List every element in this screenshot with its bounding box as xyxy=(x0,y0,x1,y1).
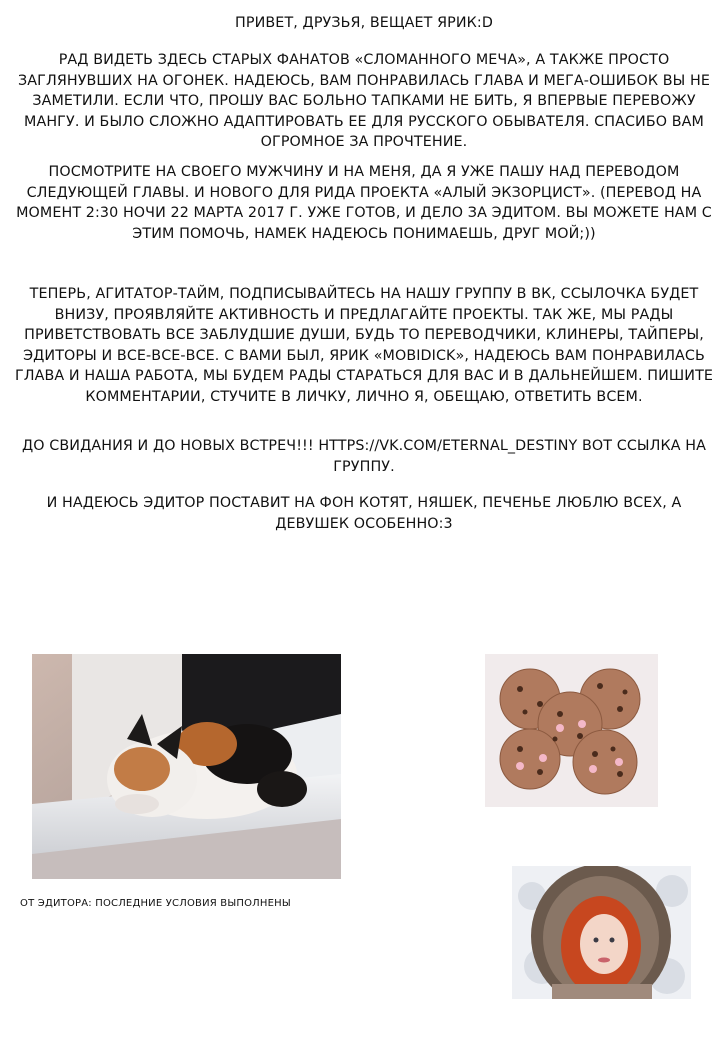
girl-illustration xyxy=(512,866,691,999)
greeting-text: ПРИВЕТ, ДРУЗЬЯ, ВЕЩАЕТ ЯРИК:D xyxy=(235,15,493,31)
cat-illustration xyxy=(32,654,341,879)
editor-caption: ОТ ЭДИТОРА: ПОСЛЕДНИЕ УСЛОВИЯ ВЫПОЛНЕНЫ xyxy=(20,898,291,909)
cat-photo xyxy=(32,654,341,879)
group-invite-paragraph: ТЕПЕРЬ, АГИТАТОР-ТАЙМ, ПОДПИСЫВАЙТЕСЬ НА НАШУ ГРУППУ В ВК, ССЫЛОЧКА БУДЕТ ВНИЗУ, ПРОЯВЛЯЙТЕ АКТИВНОСТЬ И ПРЕДЛАГАЙТЕ ПРОЕКТЫ. ТАК ЖЕ, МЫ РАДЫ ПРИВЕТСТВОВАТЬ ВСЕ ЗАБЛУДШИЕ ДУШИ, БУДЬ ТО ПЕРЕВОДЧИКИ, КЛИНЕРЫ, ТАЙПЕРЫ, ЭДИТОРЫ И ВСЕ-ВСЕ-ВСЕ. С ВАМИ БЫЛ, ЯРИК «MOBIDICK», НАДЕЮСЬ ВАМ ПОНРАВИЛАСЬ ГЛАВА И НАША РАБОТА, МЫ БУДЕМ РАДЫ СТАРАТЬСЯ ДЛЯ ВАС И В ДАЛЬНЕЙШЕМ. ПИШИТЕ КОММЕНТАРИИ, СТУЧИТЕ В ЛИЧКУ, ЛИЧНО Я, ОБЕЩАЮ, ОТВЕТИТЬ ВСЕМ. xyxy=(14,286,714,405)
cookie-illustration xyxy=(485,654,658,807)
goodbye-paragraph: ДО СВИДАНИЯ И ДО НОВЫХ ВСТРЕЧ!!! HTTPS://VK.COM/ETERNAL_DESTINY ВОТ ССЫЛКА НА ГРУППУ. xyxy=(22,438,706,475)
girl-photo xyxy=(512,866,691,999)
cookie-plush-photo xyxy=(485,654,658,807)
intro-paragraph: РАД ВИДЕТЬ ЗДЕСЬ СТАРЫХ ФАНАТОВ «СЛОМАННОГО МЕЧА», А ТАКЖЕ ПРОСТО ЗАГЛЯНУВШИХ НА ОГОНЕК. НАДЕЮСЬ, ВАМ ПОНРАВИЛАСЬ ГЛАВА И МЕГА-ОШИБОК ВЫ НЕ ЗАМЕТИЛИ. ЕСЛИ ЧТО, ПРОШУ ВАС БОЛЬНО ТАПКАМИ НЕ БИТЬ, Я ВПЕРВЫЕ ПЕРЕВОЖУ МАНГУ. И БЫЛО СЛОЖНО АДАПТИРОВАТЬ ЕЕ ДЛЯ РУССКОГО ОБЫВАТЕЛЯ. СПАСИБО ВАМ ОГРОМНОЕ ЗА ПРОЧТЕНИЕ. xyxy=(18,52,710,150)
editor-request-paragraph: И НАДЕЮСЬ ЭДИТОР ПОСТАВИТ НА ФОН КОТЯТ, НЯШЕК, ПЕЧЕНЬЕ ЛЮБЛЮ ВСЕХ, А ДЕВУШЕК ОСОБЕННО:3 xyxy=(46,495,682,532)
translation-progress-paragraph: ПОСМОТРИТЕ НА СВОЕГО МУЖЧИНУ И НА МЕНЯ, ДА Я УЖЕ ПАШУ НАД ПЕРЕВОДОМ СЛЕДУЮЩЕЙ ГЛАВЫ. И НОВОГО ДЛЯ РИДА ПРОЕКТА «АЛЫЙ ЭКЗОРЦИСТ». (ПЕРЕВОД НА МОМЕНТ 2:30 НОЧИ 22 МАРТА 2017 Г. УЖЕ ГОТОВ, И ДЕЛО ЗА ЭДИТОМ. ВЫ МОЖЕТЕ НАМ С ЭТИМ ПОМОЧЬ, НАМЕК НАДЕЮСЬ ПОНИМАЕШЬ, ДРУГ МОЙ;)) xyxy=(16,164,712,242)
